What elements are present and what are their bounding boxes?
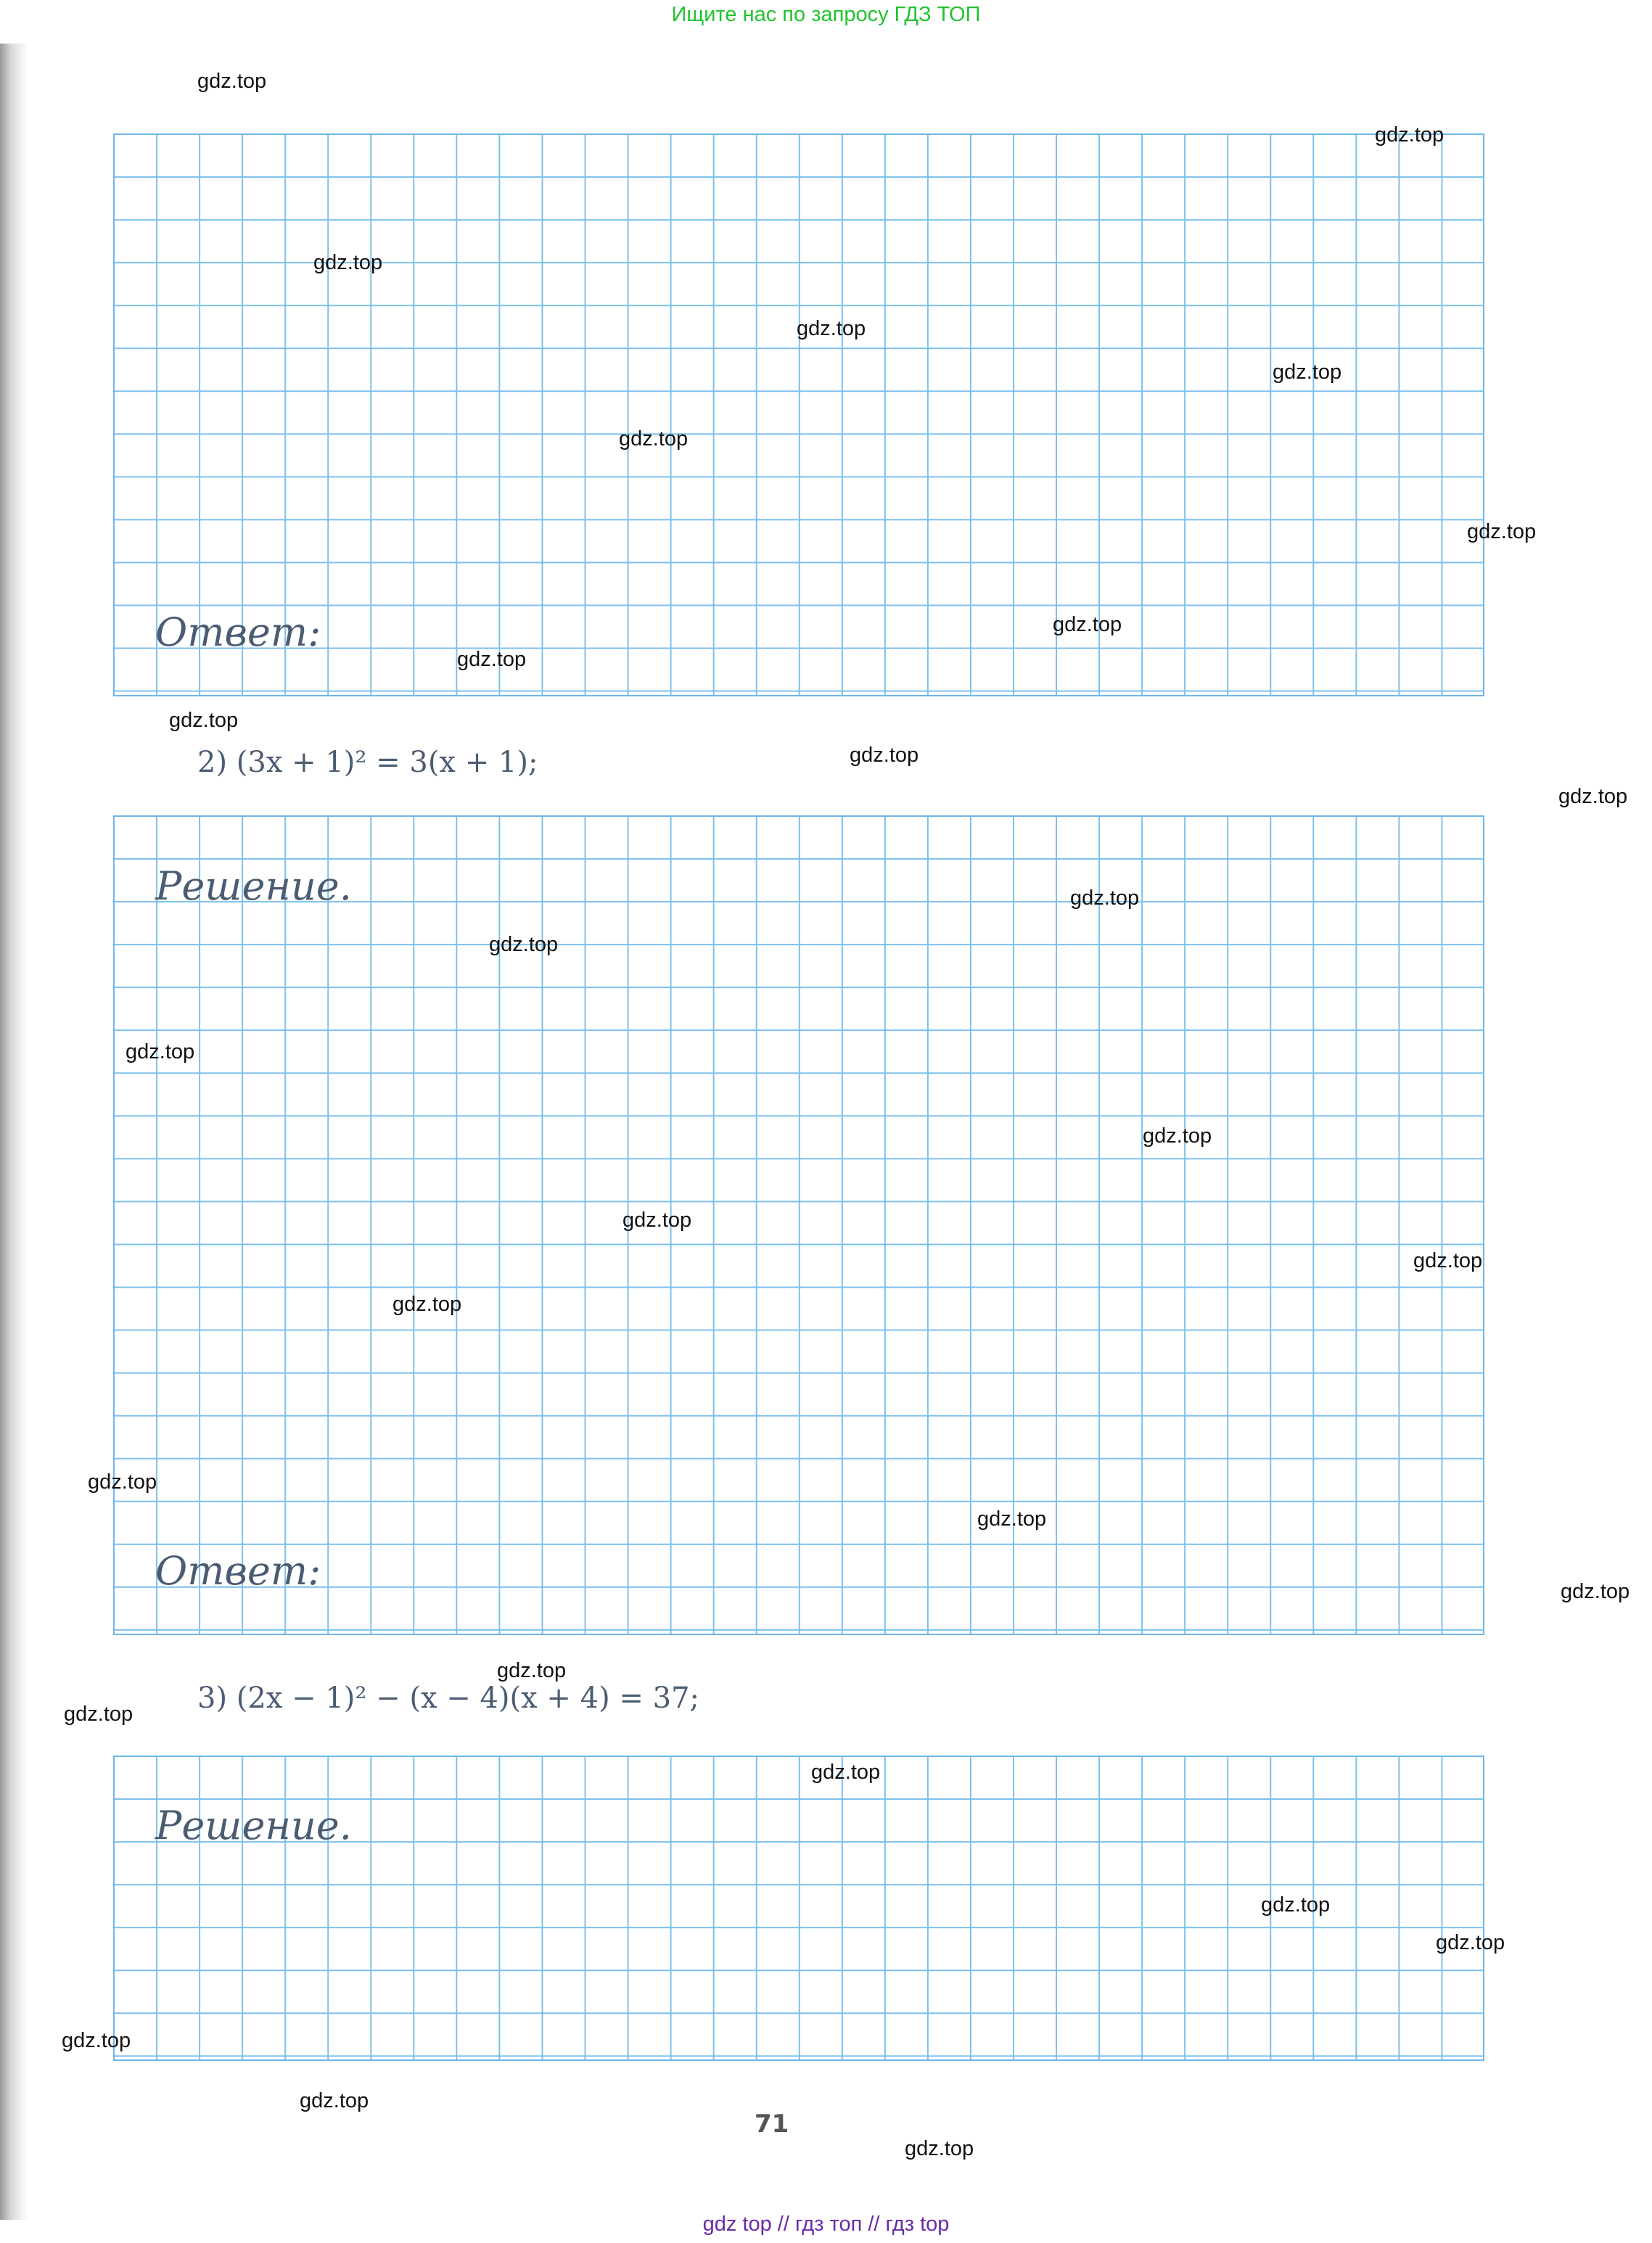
watermark: gdz.top <box>197 70 267 93</box>
problem-3 <box>197 1682 699 1715</box>
watermark: gdz.top <box>1558 785 1628 808</box>
problem-2-number: 2) <box>197 746 228 779</box>
watermark: gdz.top <box>489 933 559 956</box>
watermark: gdz.top <box>88 1470 157 1494</box>
problem-3-number: 3) <box>197 1682 228 1715</box>
page-number: 71 <box>755 2110 789 2139</box>
watermark: gdz.top <box>1561 1580 1630 1603</box>
watermark: gdz.top <box>64 1703 133 1726</box>
watermark: gdz.top <box>497 1659 567 1682</box>
watermark: gdz.top <box>977 1507 1047 1531</box>
watermark: gdz.top <box>850 744 919 767</box>
answer-label-1: Ответ: <box>155 609 321 655</box>
solution-label-3: Решение. <box>155 1803 352 1848</box>
watermark: gdz.top <box>1273 361 1342 384</box>
watermark: gdz.top <box>797 317 866 340</box>
watermark: gdz.top <box>811 1761 881 1784</box>
watermark: gdz.top <box>905 2137 974 2160</box>
watermark: gdz.top <box>313 251 383 274</box>
watermark: gdz.top <box>393 1293 462 1316</box>
watermark: gdz.top <box>126 1040 195 1063</box>
watermark: gdz.top <box>1070 886 1140 910</box>
page-binding-shadow <box>0 44 28 2220</box>
watermark: gdz.top <box>1143 1124 1212 1148</box>
watermark: gdz.top <box>1053 613 1122 636</box>
watermark: gdz.top <box>300 2089 369 2112</box>
watermark: gdz.top <box>62 2029 131 2052</box>
problem-3-equation: (2x − 1)² − (x − 4)(x + 4) = 37; <box>236 1682 700 1715</box>
answer-label-2: Ответ: <box>155 1548 321 1594</box>
problem-2-equation: (3x + 1)² = 3(x + 1); <box>236 746 538 779</box>
watermark: gdz.top <box>1413 1249 1483 1272</box>
watermark: gdz.top <box>457 648 527 671</box>
problem-2 <box>197 746 538 779</box>
watermark: gdz.top <box>1436 1931 1505 1954</box>
watermark: gdz.top <box>1261 1893 1331 1917</box>
watermark: gdz.top <box>619 427 689 450</box>
watermark: gdz.top <box>1467 520 1537 543</box>
watermark: gdz.top <box>1375 123 1445 147</box>
grid-area-2 <box>113 815 1484 1635</box>
solution-label-2: Решение. <box>155 863 352 909</box>
watermark: gdz.top <box>622 1209 692 1232</box>
watermark: gdz.top <box>169 709 239 732</box>
footer-text: gdz top // гдз топ // гдз top <box>702 2213 950 2236</box>
top-banner: Ищите нас по запросу ГДЗ ТОП <box>671 3 981 26</box>
